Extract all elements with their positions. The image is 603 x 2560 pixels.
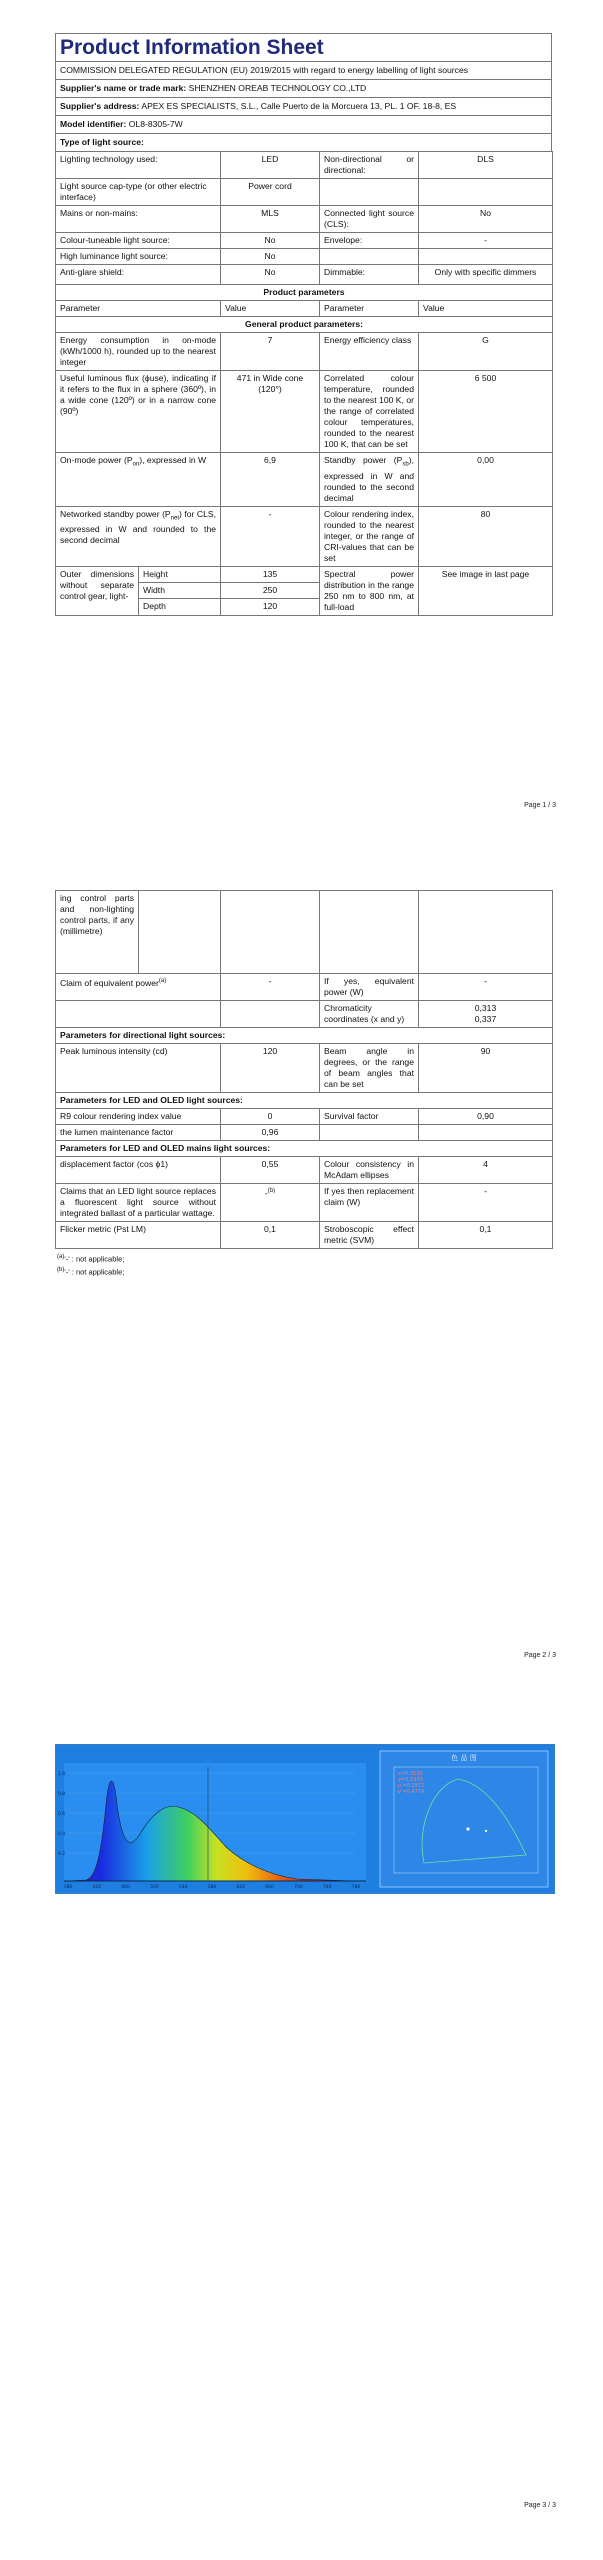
- stroboscopic-value: 0,1: [419, 1222, 553, 1249]
- connected-value: No: [419, 206, 553, 233]
- y-tick-label: 0.6: [58, 1812, 66, 1817]
- col-value: Value: [221, 301, 320, 317]
- width-value: 250: [221, 583, 320, 599]
- chromaticity-readout: v'=0.4779: [398, 1789, 425, 1795]
- non-directional-value: DLS: [419, 152, 553, 179]
- table-row: [56, 1093, 553, 1109]
- table-row: [56, 1028, 553, 1044]
- lumen-maintenance-value: 0,96: [221, 1125, 320, 1141]
- footnote-b: $^{(b)}$'-' : not applicable;: [57, 1266, 125, 1276]
- cct-label: Correlated colour temperature, rounded to the nearest 100 K, or the range of correlated colour temperatures, rounded to the nearest 100 K, that can be set: [320, 371, 419, 453]
- chromaticity-label: Chromaticity coordinates (x and y): [320, 1001, 419, 1028]
- net-standby-label: Networked standby power $(P_{net})$ for CLS, expressed in W and rounded to the second decimal: [56, 506, 221, 566]
- connected-label: Connected light source (CLS):: [320, 206, 419, 233]
- x-tick-label: 780: [351, 1885, 361, 1890]
- flicker-label: Flicker metric (Pst LM): [56, 1222, 221, 1249]
- chromaticity-panel-title: 色 品 图: [451, 1754, 477, 1762]
- led-oled-heading: Parameters for LED and OLED light sources:: [56, 1093, 553, 1109]
- product-parameters-heading: Product parameters: [56, 285, 553, 301]
- info-sheet: [55, 33, 552, 616]
- width-label: Width: [139, 583, 221, 599]
- x-tick-label: 540: [178, 1885, 188, 1890]
- table-row: [56, 1044, 553, 1093]
- x-tick-label: 500: [150, 1885, 159, 1890]
- flux-label: Useful luminous flux (ϕuse), indicating if it refers to the flux in a sphere (360º), in a wide cone (120º) or in a narrow cone (90º): [56, 371, 221, 453]
- mains-value: MLS: [221, 206, 320, 233]
- outer-dimensions-label-cont: ing control parts and non-lighting control parts, if any (millimetre): [56, 891, 139, 974]
- efficiency-label: Energy efficiency class: [320, 333, 419, 371]
- height-value: 135: [221, 566, 320, 582]
- product-table-part-1: [55, 151, 553, 616]
- page-2: [0, 850, 603, 1700]
- col-parameter: Parameter: [320, 301, 419, 317]
- equivalent-power-value: -: [419, 974, 553, 1001]
- x-tick-label: 580: [207, 1885, 217, 1890]
- displacement-value: 0,55: [221, 1157, 320, 1184]
- measured-point-marker: [485, 1830, 487, 1832]
- model-label: Model identifier:: [60, 119, 127, 129]
- supplier-address-row: [55, 97, 552, 115]
- table-row: [56, 317, 553, 333]
- type-label: Type of light source:: [60, 137, 144, 147]
- anti-glare-label: Anti-glare shield:: [56, 265, 221, 285]
- energy-label: Energy consumption in on-mode (kWh/1000 h), rounded up to the nearest integer: [56, 333, 221, 371]
- table-row: [56, 1109, 553, 1125]
- energy-value: 7: [221, 333, 320, 371]
- spectral-distribution-image: [55, 1744, 555, 1894]
- mains-label: Mains or non-mains:: [56, 206, 221, 233]
- outer-dimensions-label: Outer dimensions without separate control gear, light-: [56, 566, 139, 615]
- col-parameter: Parameter: [56, 301, 221, 317]
- spectral-value: See image in last page: [419, 566, 553, 615]
- general-parameters-heading: General product parameters:: [56, 317, 553, 333]
- replacement-claim-value: -$^{(b)}$: [221, 1184, 320, 1222]
- high-luminance-value: No: [221, 249, 320, 265]
- page-number: Page 1 / 3: [524, 802, 556, 809]
- standby-label: Standby power $(P_{sb})$, expressed in W and rounded to the second decimal: [320, 453, 419, 507]
- table-row: [56, 1001, 553, 1028]
- table-row: [56, 1222, 553, 1249]
- directional-heading: Parameters for directional light sources:: [56, 1028, 553, 1044]
- table-row: [56, 152, 553, 179]
- lighting-tech-value: LED: [221, 152, 320, 179]
- table-row: [56, 1125, 553, 1141]
- type-of-light-source-row: [55, 133, 552, 151]
- col-value: Value: [419, 301, 553, 317]
- envelope-value: -: [419, 233, 553, 249]
- spectral-label: Spectral power distribution in the range 250 nm to 800 nm, at full-load: [320, 566, 419, 615]
- dimmable-label: Dimmable:: [320, 265, 419, 285]
- stroboscopic-label: Stroboscopic effect metric (SVM): [320, 1222, 419, 1249]
- y-tick-label: 0.2: [58, 1852, 66, 1857]
- colour-tuneable-label: Colour-tuneable light source:: [56, 233, 221, 249]
- depth-value: 120: [221, 599, 320, 615]
- table-row: [56, 453, 553, 507]
- table-row: [56, 891, 553, 974]
- envelope-label: Envelope:: [320, 233, 419, 249]
- cri-value: 80: [419, 506, 553, 566]
- cap-type-label: Light source cap-type (or other electric interface): [56, 179, 221, 206]
- spectrum-graphic: [56, 1745, 554, 1893]
- table-row: [56, 333, 553, 371]
- x-tick-label: 660: [265, 1885, 274, 1890]
- page-title: Product Information Sheet: [55, 33, 552, 61]
- table-row: [56, 974, 553, 1001]
- colour-consistency-label: Colour consistency in McAdam ellipses: [320, 1157, 419, 1184]
- equivalent-power-label: If yes, equivalent power (W): [320, 974, 419, 1001]
- cap-type-value: Power cord: [221, 179, 320, 206]
- model-row: [55, 115, 552, 133]
- table-row: [56, 1141, 553, 1157]
- colour-consistency-value: 4: [419, 1157, 553, 1184]
- table-row: [56, 566, 553, 582]
- efficiency-value: G: [419, 333, 553, 371]
- cri-label: Colour rendering index, rounded to the nearest integer, or the range of CRI-values that can be set: [320, 506, 419, 566]
- table-row: [56, 179, 553, 206]
- x-tick-label: 700: [294, 1885, 303, 1890]
- supplier-name-label: Supplier's name or trade mark:: [60, 83, 187, 93]
- beam-angle-label: Beam angle in degrees, or the range of beam angles that can be set: [320, 1044, 419, 1093]
- x-tick-label: 620: [236, 1885, 246, 1890]
- on-power-label: On-mode power $(P_{on})$, expressed in W: [56, 453, 221, 507]
- cct-value: 6 500: [419, 371, 553, 453]
- y-tick-label: 0.4: [58, 1832, 66, 1837]
- equivalent-power-claim-value: -: [221, 974, 320, 1001]
- survival-value: 0,90: [419, 1109, 553, 1125]
- table-row: [56, 285, 553, 301]
- r9-label: R9 colour rendering index value: [56, 1109, 221, 1125]
- table-row: [56, 206, 553, 233]
- supplier-name: SHENZHEN OREAB TECHNOLOGY CO.,LTD: [188, 83, 367, 93]
- replacement-watt-label: If yes then replacement claim (W): [320, 1184, 419, 1222]
- supplier-address-label: Supplier's address:: [60, 101, 140, 111]
- page-number: Page 3 / 3: [524, 2502, 556, 2509]
- x-tick-label: 740: [322, 1885, 332, 1890]
- y-tick-label: 0.8: [58, 1792, 66, 1797]
- peak-intensity-label: Peak luminous intensity (cd): [56, 1044, 221, 1093]
- table-row: [56, 1184, 553, 1222]
- high-luminance-label: High luminance light source:: [56, 249, 221, 265]
- x-tick-label: 420: [92, 1885, 102, 1890]
- peak-intensity-value: 120: [221, 1044, 320, 1093]
- regulation-line: COMMISSION DELEGATED REGULATION (EU) 2019/2015 with regard to energy labelling of light sources: [55, 61, 552, 79]
- non-directional-label: Non-directional or directional:: [320, 152, 419, 179]
- flux-value: 471 in Wide cone (120°): [221, 371, 320, 453]
- x-tick-label: 460: [121, 1885, 130, 1890]
- x-tick-label: 380: [63, 1885, 73, 1890]
- supplier-name-row: [55, 79, 552, 97]
- on-power-value: 6,9: [221, 453, 320, 507]
- page-number: Page 2 / 3: [524, 1652, 556, 1659]
- chromaticity-readout: y=0.3370: [398, 1777, 423, 1783]
- supplier-address: APEX ES SPECIALISTS, S.L., Calle Puerto de la Morcuera 13, PL. 1 OF. 18-8, ES: [141, 101, 457, 111]
- beam-angle-value: 90: [419, 1044, 553, 1093]
- table-row: [56, 233, 553, 249]
- led-oled-mains-heading: Parameters for LED and OLED mains light sources:: [56, 1141, 553, 1157]
- model-identifier: OL8-8305-7W: [128, 119, 183, 129]
- survival-label: Survival factor: [320, 1109, 419, 1125]
- dimmable-value: Only with specific dimmers: [419, 265, 553, 285]
- lighting-tech-label: Lighting technology used:: [56, 152, 221, 179]
- depth-label: Depth: [139, 599, 221, 615]
- equivalent-power-claim-label: Claim of equivalent power$^{(a)}$: [56, 974, 221, 1001]
- table-header-row: [56, 301, 553, 317]
- table-row: [56, 249, 553, 265]
- replacement-claim-label: Claims that an LED light source replaces a fluorescent light source without integrated ballast of a particular wattage.: [56, 1184, 221, 1222]
- anti-glare-value: No: [221, 265, 320, 285]
- y-tick-label: 1.0: [58, 1772, 66, 1777]
- page-1: [0, 0, 603, 850]
- lumen-maintenance-label: the lumen maintenance factor: [56, 1125, 221, 1141]
- replacement-watt-value: -: [419, 1184, 553, 1222]
- height-label: Height: [139, 566, 221, 582]
- net-standby-value: -: [221, 506, 320, 566]
- standby-value: 0,00: [419, 453, 553, 507]
- flicker-value: 0,1: [221, 1222, 320, 1249]
- table-row: [56, 371, 553, 453]
- colour-tuneable-value: No: [221, 233, 320, 249]
- table-row: [56, 265, 553, 285]
- info-sheet-continued: [55, 890, 552, 1277]
- table-row: [56, 506, 553, 566]
- chromaticity-readout: u'=0.1972: [398, 1783, 425, 1789]
- product-table-part-2: [55, 890, 553, 1249]
- table-row: [56, 1157, 553, 1184]
- chromaticity-value: 0,313 0,337: [419, 1001, 553, 1028]
- r9-value: 0: [221, 1109, 320, 1125]
- footnote-a: $^{(a)}$'-' : not applicable;: [57, 1254, 125, 1264]
- chromaticity-readout: x=0.3130: [398, 1771, 423, 1777]
- white-point-marker: [466, 1827, 469, 1830]
- displacement-label: displacement factor (cos ϕ1): [56, 1157, 221, 1184]
